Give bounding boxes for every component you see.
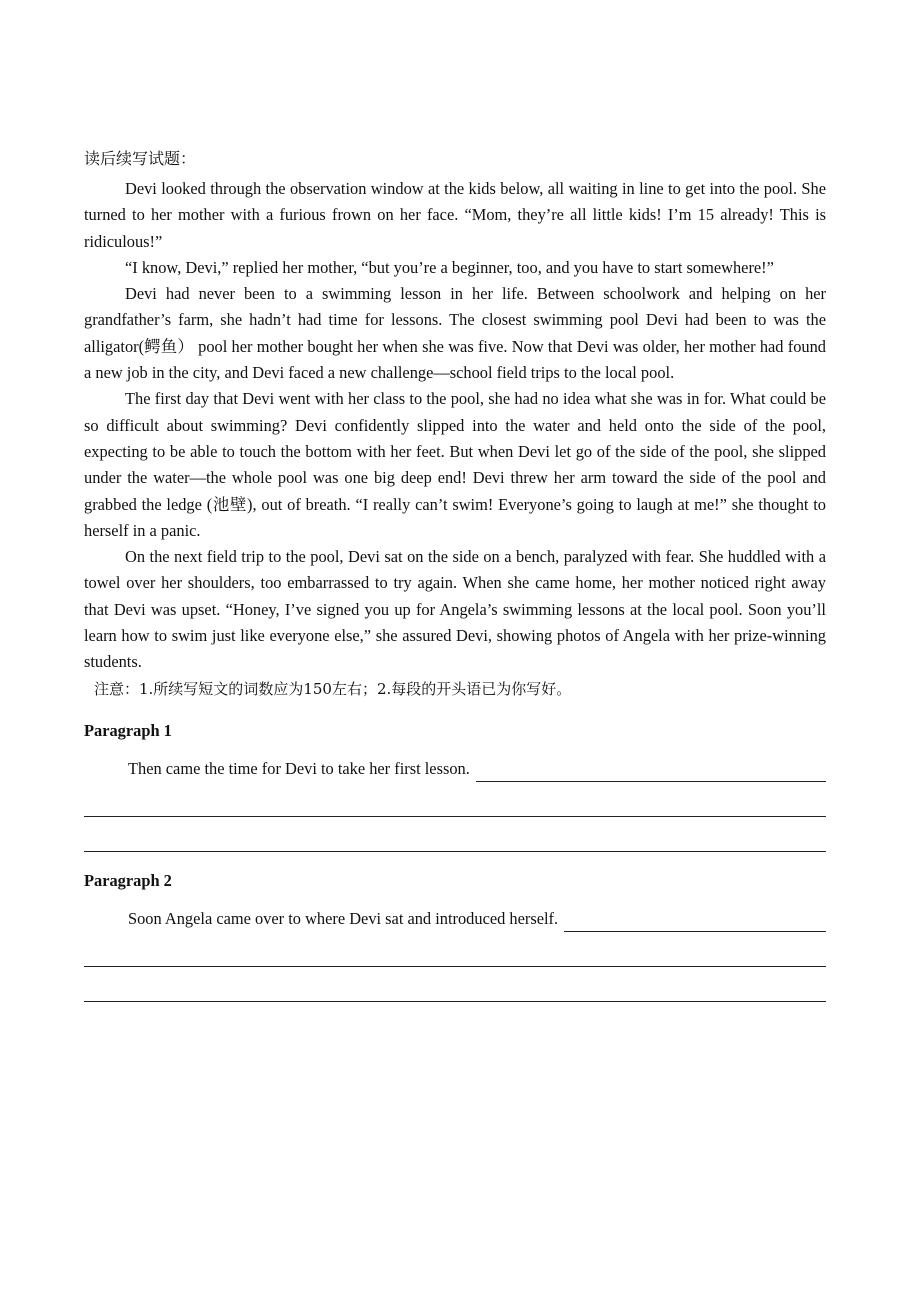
paragraph-2-answer-line[interactable]: [84, 932, 826, 967]
paragraph-1-answer-line[interactable]: [84, 782, 826, 817]
story-paragraph-3: Devi had never been to a swimming lesson in her life. Between schoolwork and helping on her grandfather’s farm, she hadn’t had time for lessons. The closest swimming pool Devi had been to was the alligator(鳄鱼） pool her mother bought her when she was five. Now that Devi was older, her mother had found a new job in the city, and Devi faced a new challenge—school field trips to the local pool.: [84, 284, 826, 383]
paragraph-2-answer-blank[interactable]: [564, 911, 826, 932]
paragraph-1-starter-line: [84, 756, 826, 782]
story-paragraph-4: The first day that Devi went with her class to the pool, she had no idea what she was in for. What could be so difficult about swimming? Devi confidently slipped into the water and held onto the side of the pool, expecting to be able to touch the bottom with her feet. But when Devi let go of the side of the pool, she slipped under the water—the whole pool was one big deep end! Devi threw her arm toward the side of the pool and grabbed the ledge (池壁), out of breath. “I really can’t swim! Everyone’s going to laugh at me!” she thought to herself in a panic.: [84, 389, 826, 540]
paragraph-1-label: Paragraph 1: [84, 720, 172, 740]
story-paragraph-1: Devi looked through the observation window at the kids below, all waiting in line to get into the pool. She turned to her mother with a furious frown on her face. “Mom, they’re all little kids! I’m 15 already! This is ridiculous!”: [84, 179, 826, 251]
instructions-note: 注意：1.所续写短文的词数应为150左右；2.每段的开头语已为你写好。: [94, 679, 572, 698]
paragraph-1-answer-blank[interactable]: [476, 761, 826, 782]
paragraph-1-answer-line[interactable]: [84, 817, 826, 852]
paragraph-2-starter: Soon Angela came over to where Devi sat and introduced herself.: [128, 908, 559, 928]
continuation-paragraph-1: [84, 718, 826, 852]
story-paragraph-2: “I know, Devi,” replied her mother, “but you’re a beginner, too, and you have to start somewhere!”: [125, 257, 774, 277]
paragraph-2-label: Paragraph 2: [84, 870, 172, 890]
worksheet: [84, 146, 826, 1012]
story-text: [84, 176, 826, 676]
worksheet-heading: 读后续写试题：: [84, 149, 197, 168]
paragraph-2-answer-line[interactable]: [84, 967, 826, 1002]
paragraph-1-starter: Then came the time for Devi to take her first lesson.: [128, 758, 470, 778]
story-paragraph-5: On the next field trip to the pool, Devi sat on the side on a bench, paralyzed with fear. She huddled with a towel over her shoulders, too embarrassed to try again. When she came home, her mother noticed right away that Devi was upset. “Honey, I’ve signed you up for Angela’s swimming lessons at the local pool. Soon you’ll learn how to swim just like everyone else,” she assured Devi, showing photos of Angela with her prize-winning students.: [84, 547, 826, 672]
paragraph-2-starter-line: [84, 906, 826, 932]
continuation-paragraph-2: [84, 868, 826, 1002]
